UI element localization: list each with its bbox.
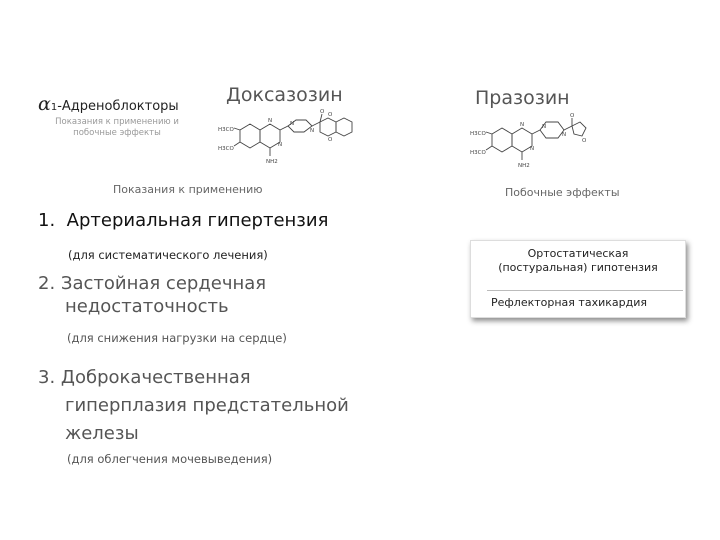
doxazosin-n4: N	[310, 128, 315, 134]
side-effect-tachycardia: Рефлекторная тахикардия	[491, 296, 647, 309]
prazosin-n1: N	[520, 122, 525, 128]
section-title: α1-Адреноблокторы	[38, 93, 179, 115]
indication-3-line2: гиперплазия предстательной	[65, 395, 349, 416]
prazosin-o2: O	[582, 138, 587, 144]
prazosin-o1: O	[570, 113, 575, 119]
doxazosin-n2: N	[278, 142, 283, 148]
doxazosin-o2: O	[328, 112, 333, 118]
doxazosin-ome1: H3CO	[218, 127, 234, 133]
indication-2-line1: Застойная сердечная	[60, 273, 267, 294]
doxazosin-nh2: NH2	[266, 159, 278, 165]
indication-2-note: (для снижения нагрузки на сердце)	[67, 331, 287, 345]
indication-1-note: (для систематического лечения)	[68, 248, 268, 262]
indication-3	[38, 367, 251, 389]
doxazosin-n3: N	[290, 121, 295, 127]
side-effect-hypotension-line1: Ортостатическая	[527, 247, 629, 260]
doxazosin-o3: O	[328, 137, 333, 143]
doxazosin-ome2: H3CO	[218, 146, 234, 152]
prazosin-structure	[470, 110, 595, 176]
doxazosin-name: Доксазозин	[226, 84, 343, 106]
prazosin-nh2: NH2	[518, 163, 530, 169]
indication-1-number: 1.	[38, 210, 56, 231]
indication-3-note: (для облегчения мочевыведения)	[67, 452, 273, 466]
doxazosin-structure	[218, 108, 368, 174]
indication-1-text: Артериальная гипертензия	[66, 210, 329, 231]
prazosin-ome1: H3CO	[470, 131, 486, 137]
prazosin-n4: N	[562, 132, 567, 138]
indication-2	[38, 273, 266, 295]
side-effects-divider	[487, 290, 683, 291]
prazosin-ome2: H3CO	[470, 150, 486, 156]
side-effects-box	[470, 240, 686, 318]
indication-3-number: 3.	[38, 367, 56, 388]
doxazosin-o1: O	[320, 109, 325, 115]
side-effect-hypotension-line2: (постуральная) гипотензия	[498, 261, 658, 274]
section-subtitle: Показания к применению и побочные эффекты	[55, 117, 179, 138]
prazosin-n2: N	[530, 146, 535, 152]
indication-3-line1: Доброкачественная	[60, 367, 251, 388]
side-effects-header: Побочные эффекты	[505, 186, 620, 199]
indication-3-line3: железы	[65, 423, 139, 444]
prazosin-name: Празозин	[475, 87, 570, 109]
indication-2-number: 2.	[38, 273, 56, 294]
doxazosin-n1: N	[268, 118, 273, 124]
side-effect-hypotension	[471, 247, 685, 275]
indication-1	[38, 210, 328, 232]
indications-header: Показания к применению	[113, 183, 263, 196]
prazosin-n3: N	[542, 124, 547, 130]
indication-2-line2: недостаточность	[65, 296, 229, 317]
